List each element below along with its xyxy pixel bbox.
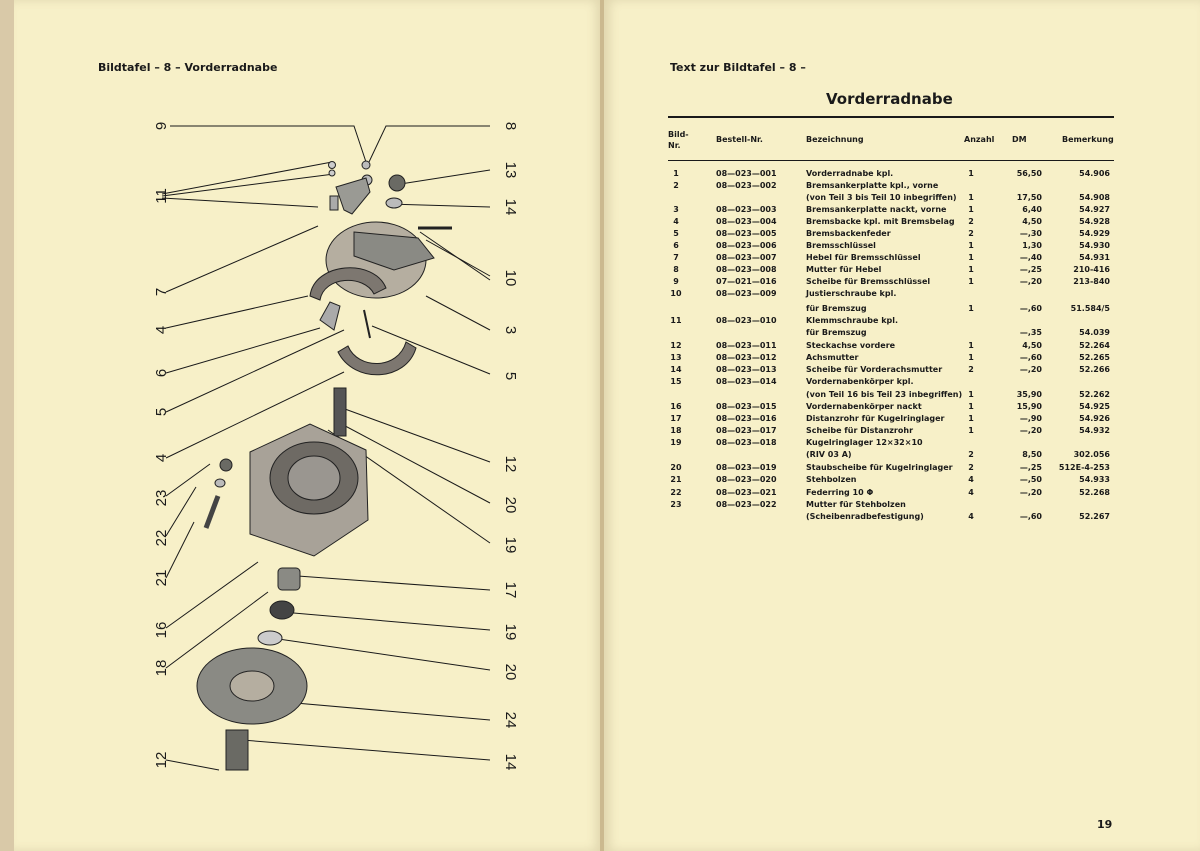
callout-label: 5 <box>153 407 170 417</box>
page-number: 19 <box>1097 818 1113 831</box>
callout-label: 16 <box>153 621 170 639</box>
table-row: 22 08—023—021 Federring 10 Φ 4 —,20 52.268 <box>670 488 1110 497</box>
axle-end-part-12 <box>226 730 248 770</box>
callout-label: 3 <box>502 325 519 335</box>
callout-label: 19 <box>502 623 519 641</box>
part-illustrations <box>197 161 452 770</box>
callout-label: 12 <box>502 455 519 473</box>
callout-label: 10 <box>502 269 519 287</box>
table-row: 4 08—023—004 Bremsbacke kpl. mit Bremsbelag 2 4,50 54.928 <box>673 217 1110 226</box>
spacer-tube-part-17 <box>278 568 300 590</box>
plate-title: Bildtafel – 8 – Vorderradnabe <box>98 61 278 74</box>
callout-label: 7 <box>153 287 170 297</box>
callout-label: 6 <box>153 368 170 378</box>
callout-label: 18 <box>153 659 170 677</box>
ball-bearing-part-19 <box>270 601 294 619</box>
table-row: 6 08—023—006 Bremsschlüssel 1 1,30 54.930 <box>673 241 1110 250</box>
washer-part-9 <box>362 161 370 169</box>
column-header-anz: Anzahl <box>964 135 995 144</box>
callout-label: 4 <box>153 325 170 335</box>
lever-part-7 <box>336 178 370 214</box>
callout-label: 22 <box>153 529 170 547</box>
dust-washer-part-20 <box>258 631 282 645</box>
callout-label: 23 <box>153 489 170 507</box>
column-header-nr: Bild- Nr. <box>668 130 689 150</box>
column-header-dm: DM <box>1012 135 1027 144</box>
callout-label: 4 <box>153 453 170 463</box>
table-row: 17 08—023—016 Distanzrohr für Kugelringlager 1 —,90 54.926 <box>670 414 1110 423</box>
axle-nut-part-13 <box>389 175 405 191</box>
table-row: 5 08—023—005 Bremsbackenfeder 2 —,30 54.929 <box>673 229 1110 238</box>
table-row: für Bremszug 1 —,60 51.584/5 <box>806 304 1110 313</box>
callout-label: 21 <box>153 569 170 587</box>
table-row: 19 08—023—018 Kugelringlager 12×32×10 <box>670 438 923 447</box>
table-row: 13 08—023—012 Achsmutter 1 —,60 52.265 <box>670 353 1110 362</box>
table-row: 12 08—023—011 Steckachse vordere 1 4,50 52.264 <box>670 341 1110 350</box>
section-heading: Vorderradnabe <box>826 90 953 108</box>
column-header-bem: Bemerkung <box>1062 135 1114 144</box>
callout-label: 20 <box>502 496 519 514</box>
brake-key-part-6 <box>320 302 340 330</box>
callout-label: 5 <box>502 371 519 381</box>
table-row: 7 08—023—007 Hebel für Bremsschlüssel 1 —,40 54.931 <box>673 253 1110 262</box>
callout-label: 13 <box>502 161 519 179</box>
table-row: für Bremszug —,35 54.039 <box>806 328 1110 337</box>
table-row: (Scheibenradbefestigung) 4 —,60 52.267 <box>806 512 1110 521</box>
spring-washer-part-22 <box>215 479 225 487</box>
right-page <box>604 0 1200 851</box>
table-row: (RIV 03 A) 2 8,50 302.056 <box>806 450 1110 459</box>
table-row: 15 08—023—014 Vordernabenkörper kpl. <box>670 377 914 386</box>
exploded-view-drawing <box>14 0 602 851</box>
column-header-best: Bestell-Nr. <box>716 135 763 144</box>
column-header-bez: Bezeichnung <box>806 135 864 144</box>
table-row: 18 08—023—017 Scheibe für Distanzrohr 1 —,20 54.932 <box>670 426 1110 435</box>
callout-label: 20 <box>502 663 519 681</box>
callout-label: 19 <box>502 536 519 554</box>
table-row: 10 08—023—009 Justierschraube kpl. <box>670 289 897 298</box>
table-row: 11 08—023—010 Klemmschraube kpl. <box>670 316 899 325</box>
table-top-rule <box>668 116 1114 118</box>
table-row: 8 08—023—008 Mutter für Hebel 1 —,25 210-416 <box>673 265 1110 274</box>
callout-label: 12 <box>153 751 170 769</box>
table-row: 14 08—023—013 Scheibe für Vorderachsmutter 2 —,20 52.266 <box>670 365 1110 374</box>
washer-part-14 <box>386 198 402 208</box>
callout-label: 8 <box>502 121 519 131</box>
callout-label: 11 <box>153 188 170 204</box>
callout-label: 14 <box>502 198 519 216</box>
plate-text-title: Text zur Bildtafel – 8 – <box>670 61 806 74</box>
callout-label: 14 <box>502 753 519 771</box>
table-row: (von Teil 16 bis Teil 23 inbegriffen) 1 35,90 52.262 <box>806 390 1110 399</box>
table-header-rule <box>668 160 1114 161</box>
table-row: 2 08—023—002 Bremsankerplatte kpl., vorne <box>673 181 939 190</box>
brake-shoe-part-4b <box>338 342 416 375</box>
table-row: 16 08—023—015 Vordernabenkörper nackt 1 15,90 54.925 <box>670 402 1110 411</box>
callout-label: 9 <box>153 121 170 131</box>
table-row: 21 08—023—020 Stehbolzen 4 —,50 54.933 <box>670 475 1110 484</box>
axle-part-12 <box>334 388 346 436</box>
table-row: 1 08—023—001 Vorderradnabe kpl. 1 56,50 54.906 <box>673 169 1110 178</box>
spring-part-5 <box>364 310 370 338</box>
callout-label: 24 <box>502 711 519 729</box>
left-page <box>14 0 602 851</box>
table-row: (von Teil 3 bis Teil 10 inbegriffen) 1 17,50 54.908 <box>806 193 1110 202</box>
table-row: 23 08—023—022 Mutter für Stehbolzen <box>670 500 906 509</box>
table-row: 9 07—021—016 Scheibe für Bremsschlüssel 1 —,20 213-840 <box>673 277 1110 286</box>
stud-nut-part-23 <box>220 459 232 471</box>
table-row: 3 08—023—003 Bremsankerplatte nackt, vorne 1 6,40 54.927 <box>673 205 1110 214</box>
callout-label: 17 <box>502 581 519 599</box>
stud-bolt-part-21 <box>206 496 218 528</box>
table-row: 20 08—023—019 Staubscheibe für Kugelringlager 2 —,25 512E-4-253 <box>670 463 1110 472</box>
